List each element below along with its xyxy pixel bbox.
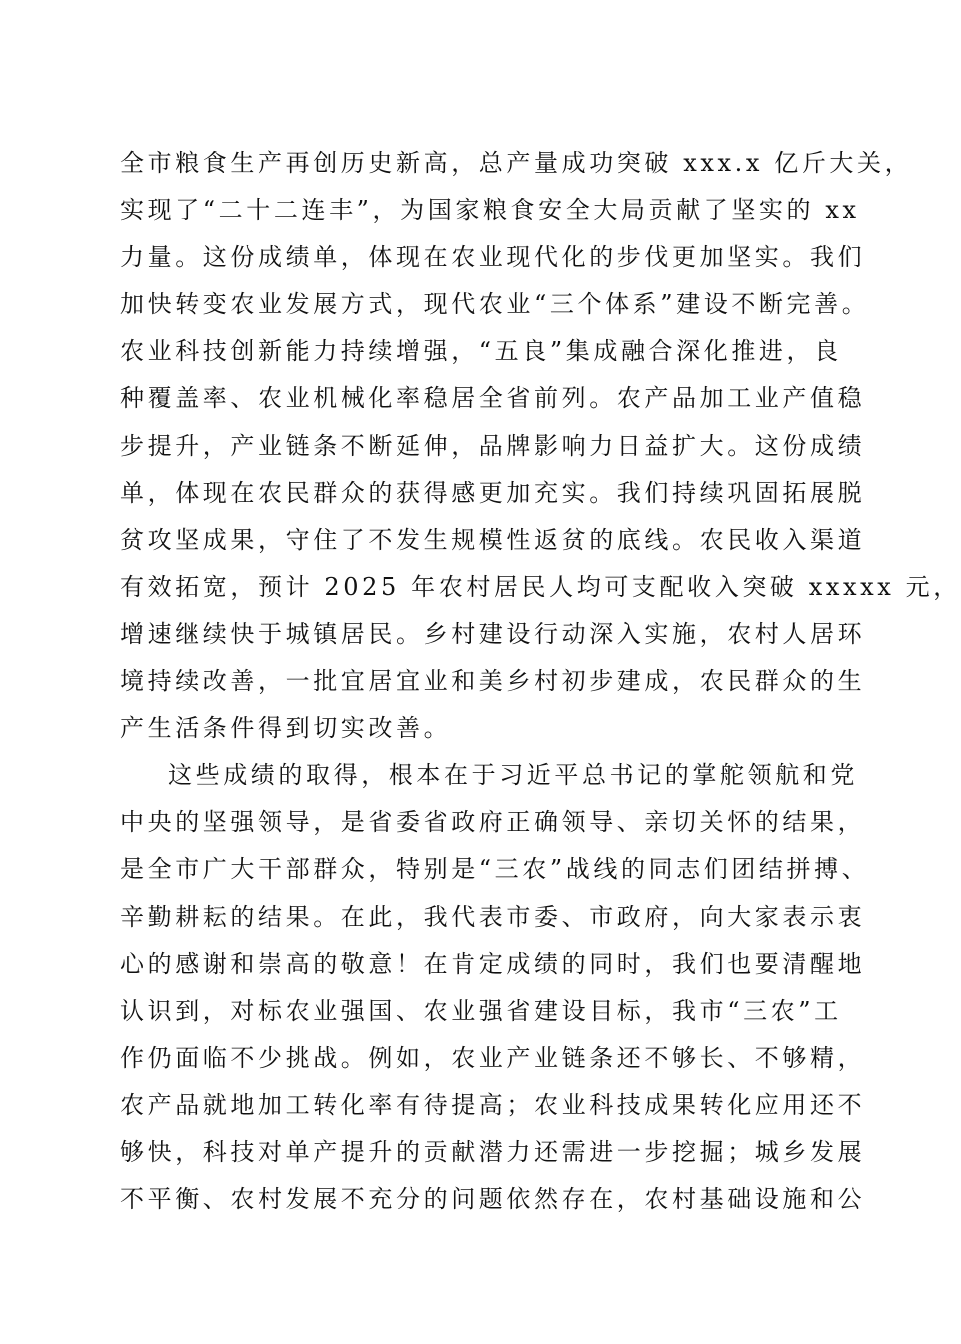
text-line: 辛勤耕耘的结果。在此，我代表市委、市政府，向大家表示衷 <box>120 902 866 931</box>
text-line: 加快转变农业发展方式，现代农业“三个体系”建设不断完善。 <box>120 290 870 319</box>
text-line: 是全市广大干部群众，特别是“三农”战线的同志们团结拼搏、 <box>120 855 870 884</box>
body-text <box>120 140 961 1223</box>
text-line: 中央的坚强领导，是省委省政府正确领导、亲切关怀的结果， <box>120 808 866 837</box>
text-line: 单，体现在农民群众的获得感更加充实。我们持续巩固拓展脱 <box>120 478 866 507</box>
text-line: 步提升，产业链条不断延伸，品牌影响力日益扩大。这份成绩 <box>120 431 866 460</box>
text-line: 作仍面临不少挑战。例如，农业产业链条还不够长、不够精， <box>120 1043 866 1072</box>
text-line: 农产品就地加工转化率有待提高；农业科技成果转化应用还不 <box>120 1090 866 1119</box>
text-line: 境持续改善，一批宜居宜业和美乡村初步建成，农民群众的生 <box>120 667 866 696</box>
text-line: 认识到，对标农业强国、农业强省建设目标，我市“三农”工 <box>120 996 842 1025</box>
paragraph-start-line: 这些成绩的取得，根本在于习近平总书记的掌舵领航和党 <box>168 761 858 790</box>
text-line: 实现了“二十二连丰”，为国家粮食安全大局贡献了坚实的 xx <box>120 196 860 225</box>
text-line: 贫攻坚成果，守住了不发生规模性返贫的底线。农民收入渠道 <box>120 525 866 554</box>
text-line: 力量。这份成绩单，体现在农业现代化的步伐更加坚实。我们 <box>120 243 866 272</box>
text-line: 有效拓宽，预计 2025 年农村居民人均可支配收入突破 xxxxx 元， <box>120 572 961 601</box>
text-line: 够快，科技对单产提升的贡献潜力还需进一步挖掘；城乡发展 <box>120 1137 866 1166</box>
text-line: 农业科技创新能力持续增强，“五良”集成融合深化推进，良 <box>120 337 842 366</box>
text-line: 产生活条件得到切实改善。 <box>120 714 452 743</box>
text-line: 种覆盖率、农业机械化率稳居全省前列。农产品加工业产值稳 <box>120 384 866 413</box>
text-line: 心的感谢和崇高的敬意！在肯定成绩的同时，我们也要清醒地 <box>120 949 866 978</box>
text-line: 不平衡、农村发展不充分的问题依然存在，农村基础设施和公 <box>120 1185 866 1214</box>
text-line: 全市粮食生产再创历史新高，总产量成功突破 xxx.x 亿斤大关， <box>120 149 913 177</box>
text-line: 增速继续快于城镇居民。乡村建设行动深入实施，农村人居环 <box>120 619 866 648</box>
